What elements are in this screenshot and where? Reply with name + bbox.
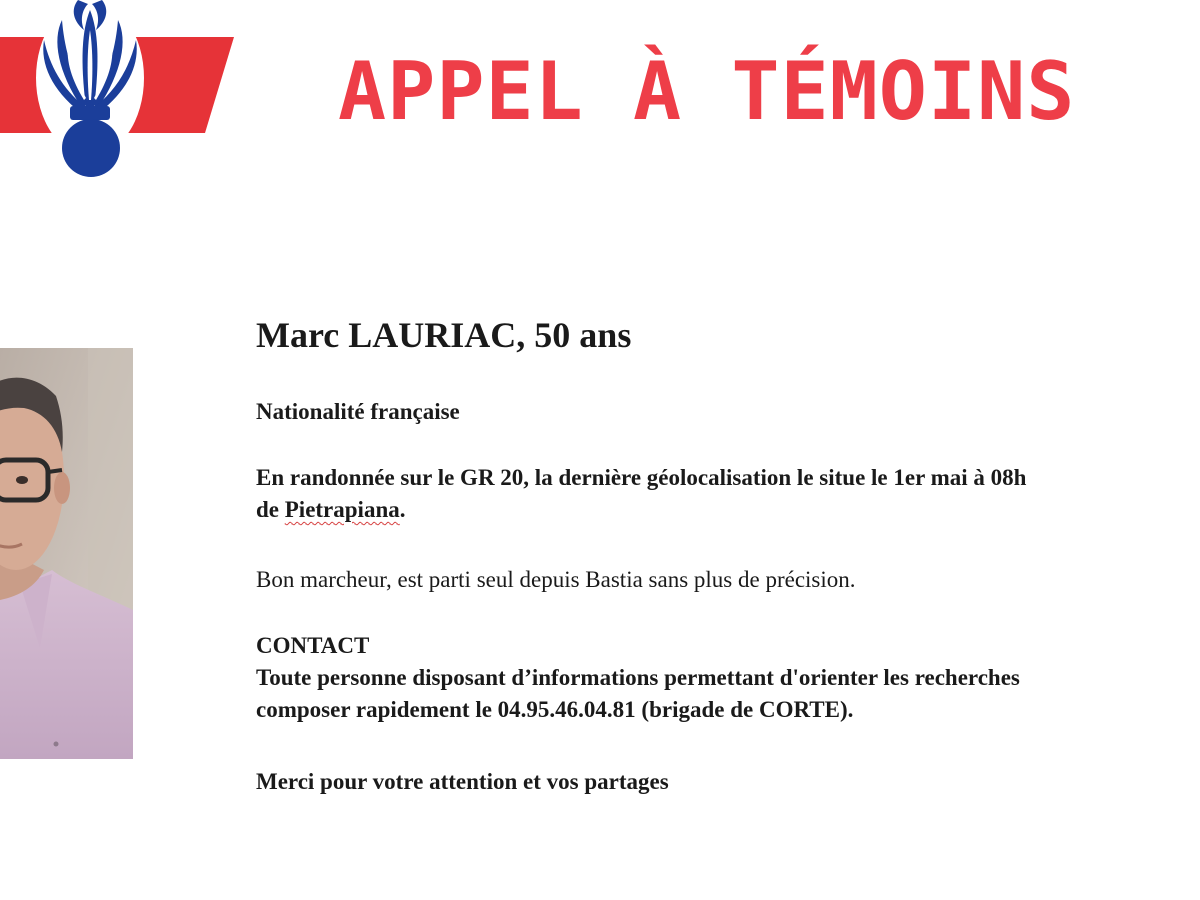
last-seen-suffix: .	[399, 497, 406, 522]
gendarmerie-logo-icon	[0, 0, 240, 185]
last-seen-line-2	[256, 494, 1200, 526]
last-seen-place: Pietrapiana	[284, 497, 400, 522]
contact-line-2: composer rapidement le 04.95.46.04.81 (brigade de CORTE).	[256, 697, 854, 722]
nationality: Nationalité française	[256, 399, 460, 424]
person-name: Marc LAURIAC, 50 ans	[256, 315, 632, 355]
contact-line-1: Toute personne disposant d’informations permettant d'orienter les recherches	[256, 665, 1020, 690]
missing-person-photo	[0, 348, 133, 759]
person-description: Bon marcheur, est parti seul depuis Bastia sans plus de précision.	[256, 567, 856, 592]
notice-body	[256, 310, 1200, 798]
last-seen-line-1: En randonnée sur le GR 20, la dernière géolocalisation le situe le 1er mai à 08h	[256, 465, 1027, 490]
thanks-message: Merci pour votre attention et vos partages	[256, 769, 669, 794]
last-seen-prefix: de	[256, 497, 285, 522]
page-title: APPEL À TÉMOINS	[338, 45, 1076, 138]
contact-heading: CONTACT	[256, 633, 370, 658]
